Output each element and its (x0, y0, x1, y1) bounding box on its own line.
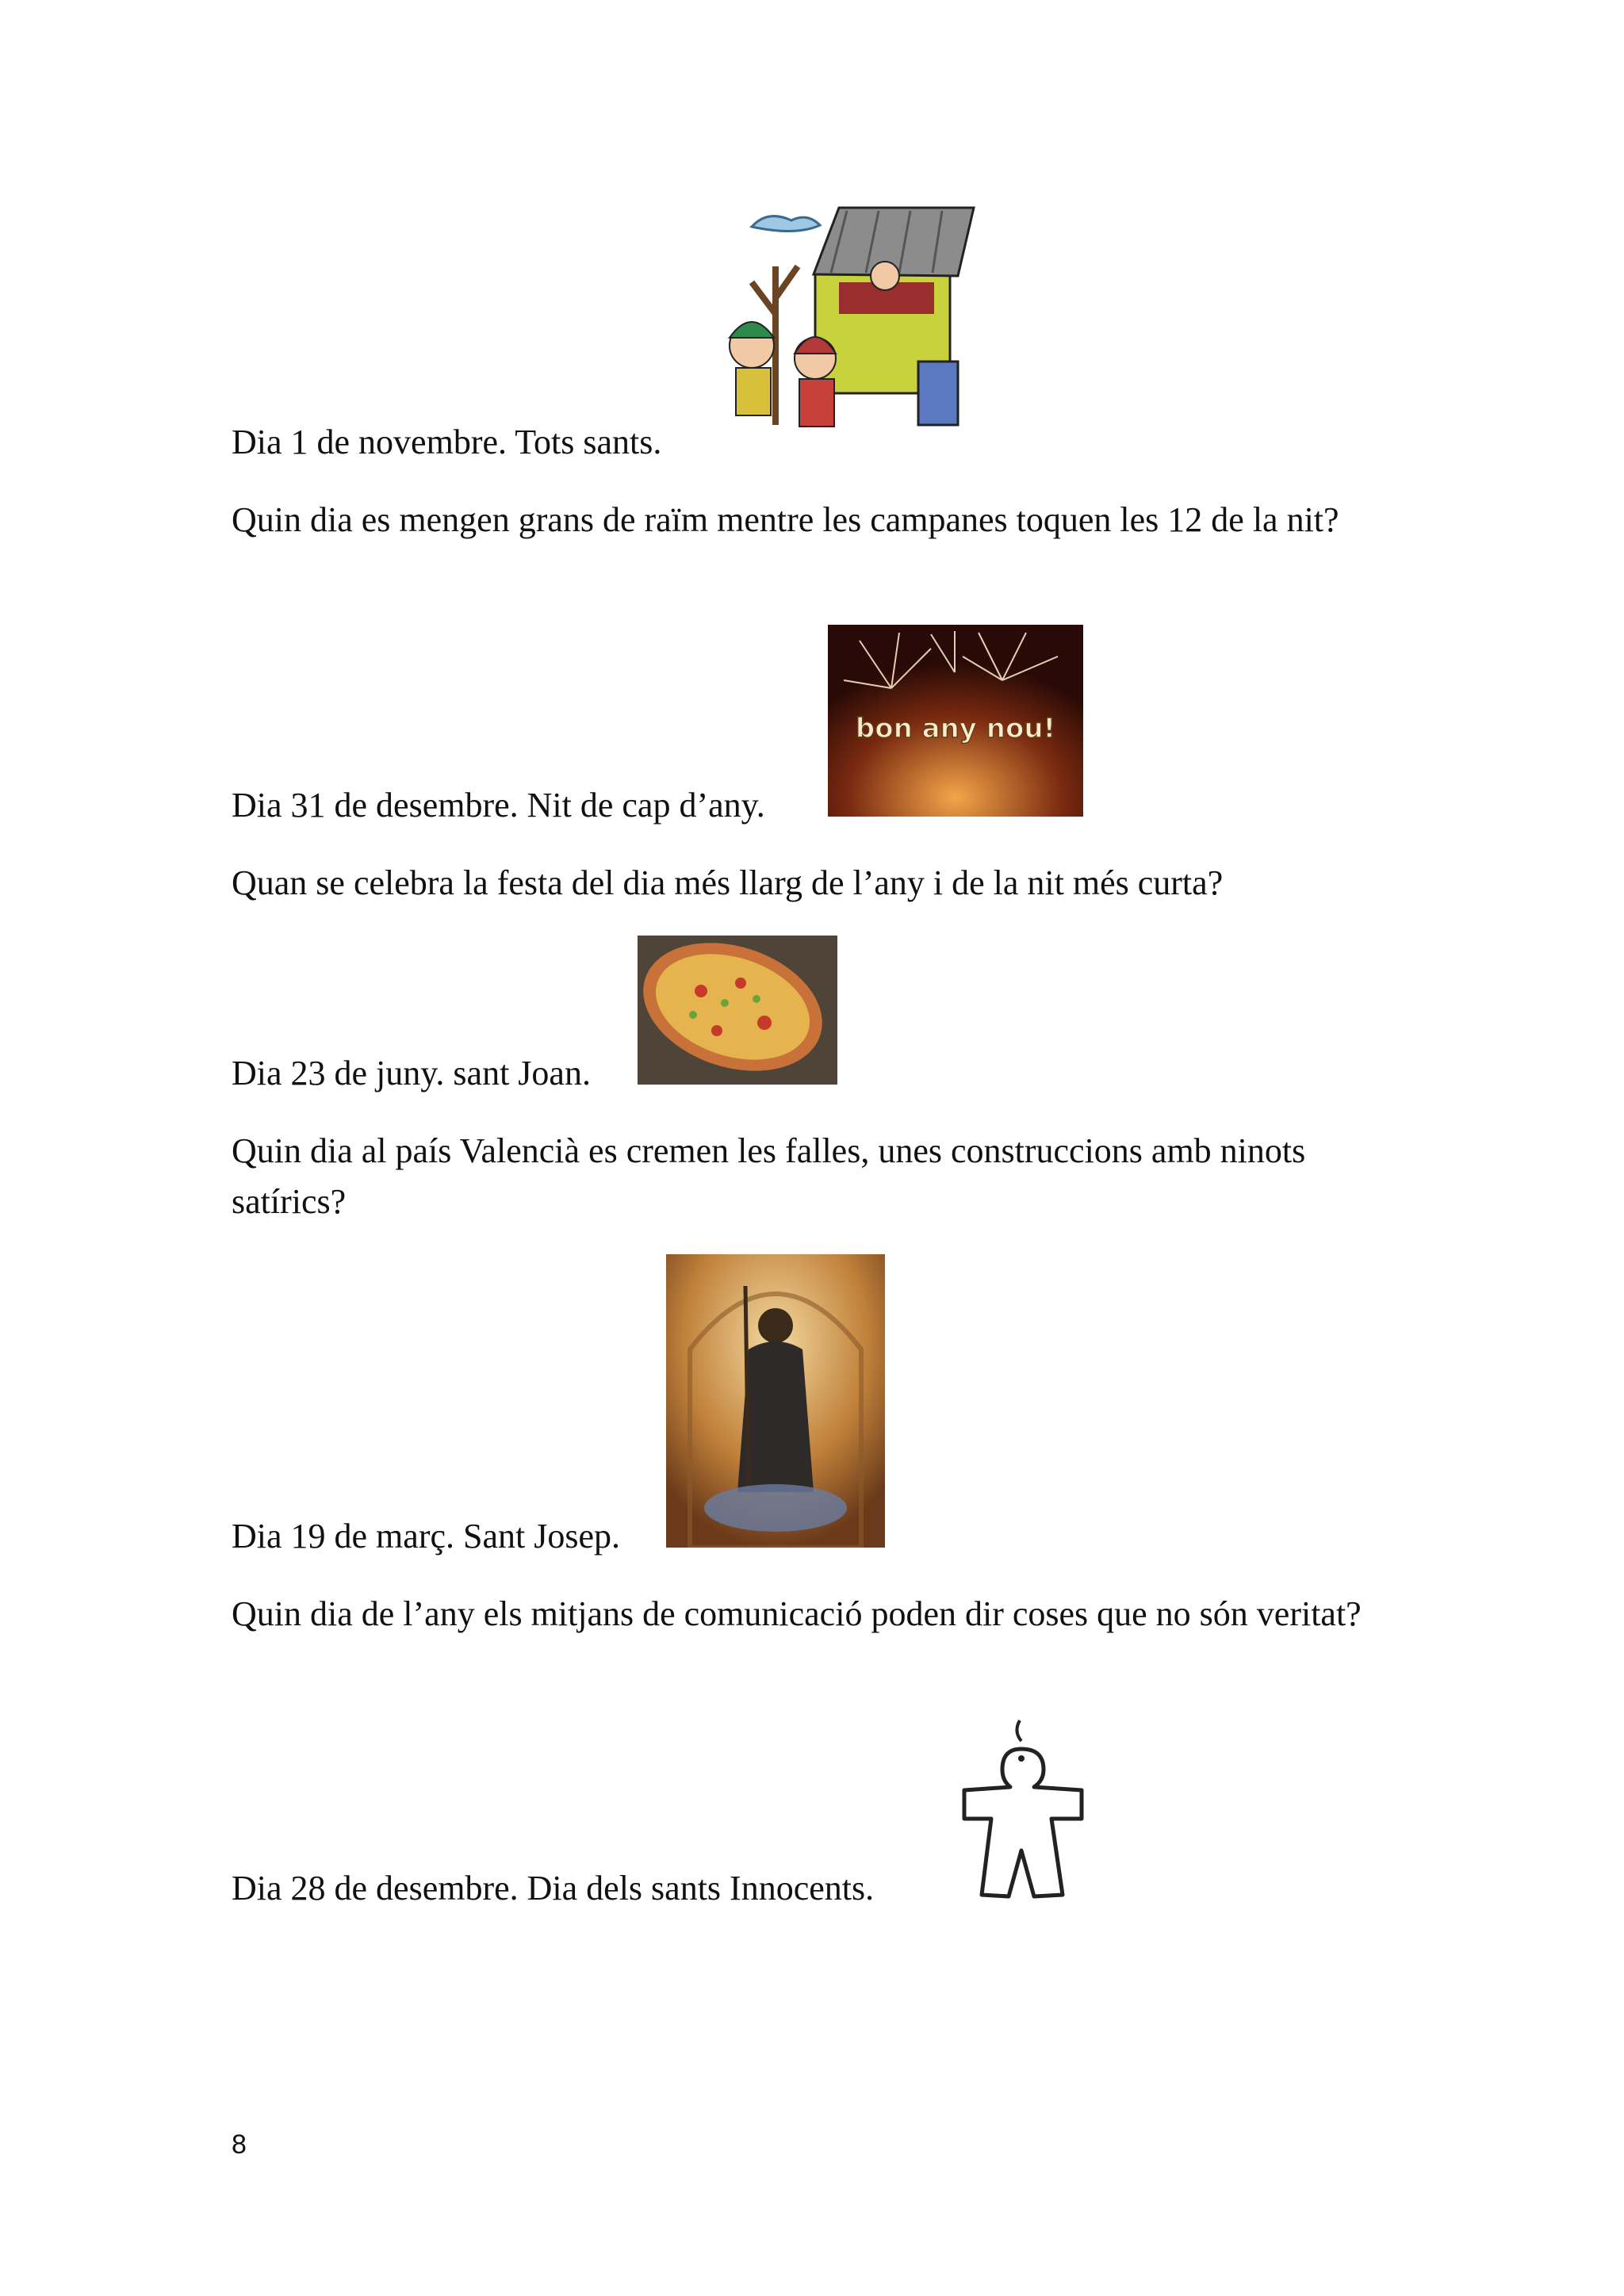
fireworks-caption: bon any nou! (855, 713, 1056, 744)
fireworks-photo (828, 625, 1083, 817)
page-number: 8 (232, 2130, 247, 2160)
question-text: Quin dia al país Valencià es cremen les falles, unes construccions amb ninots satírics? (232, 1131, 1306, 1221)
question-text: Quan se celebra la festa del dia més llarg de l’any i de la nit més curta? (232, 863, 1224, 902)
answer-text: Dia 28 de desembre. Dia dels sants Innocents. (232, 1869, 875, 1908)
coca-pastry-photo (638, 936, 837, 1085)
question-text: Quin dia es mengen grans de raïm mentre les campanes toquen les 12 de la nit? (232, 500, 1339, 539)
paper-doll-drawing (959, 1717, 1086, 1903)
answer-text: Dia 23 de juny. sant Joan. (232, 1054, 591, 1093)
answer-text: Dia 1 de novembre. Tots sants. (232, 423, 662, 461)
chestnut-stall-illustration (720, 203, 982, 450)
question-text: Quin dia de l’any els mitjans de comunicació poden dir coses que no són veritat? (232, 1594, 1362, 1633)
answer-text: Dia 19 de març. Sant Josep. (232, 1517, 620, 1556)
saint-joseph-statue-photo (666, 1254, 885, 1548)
answer-text: Dia 31 de desembre. Nit de cap d’any. (232, 786, 765, 825)
